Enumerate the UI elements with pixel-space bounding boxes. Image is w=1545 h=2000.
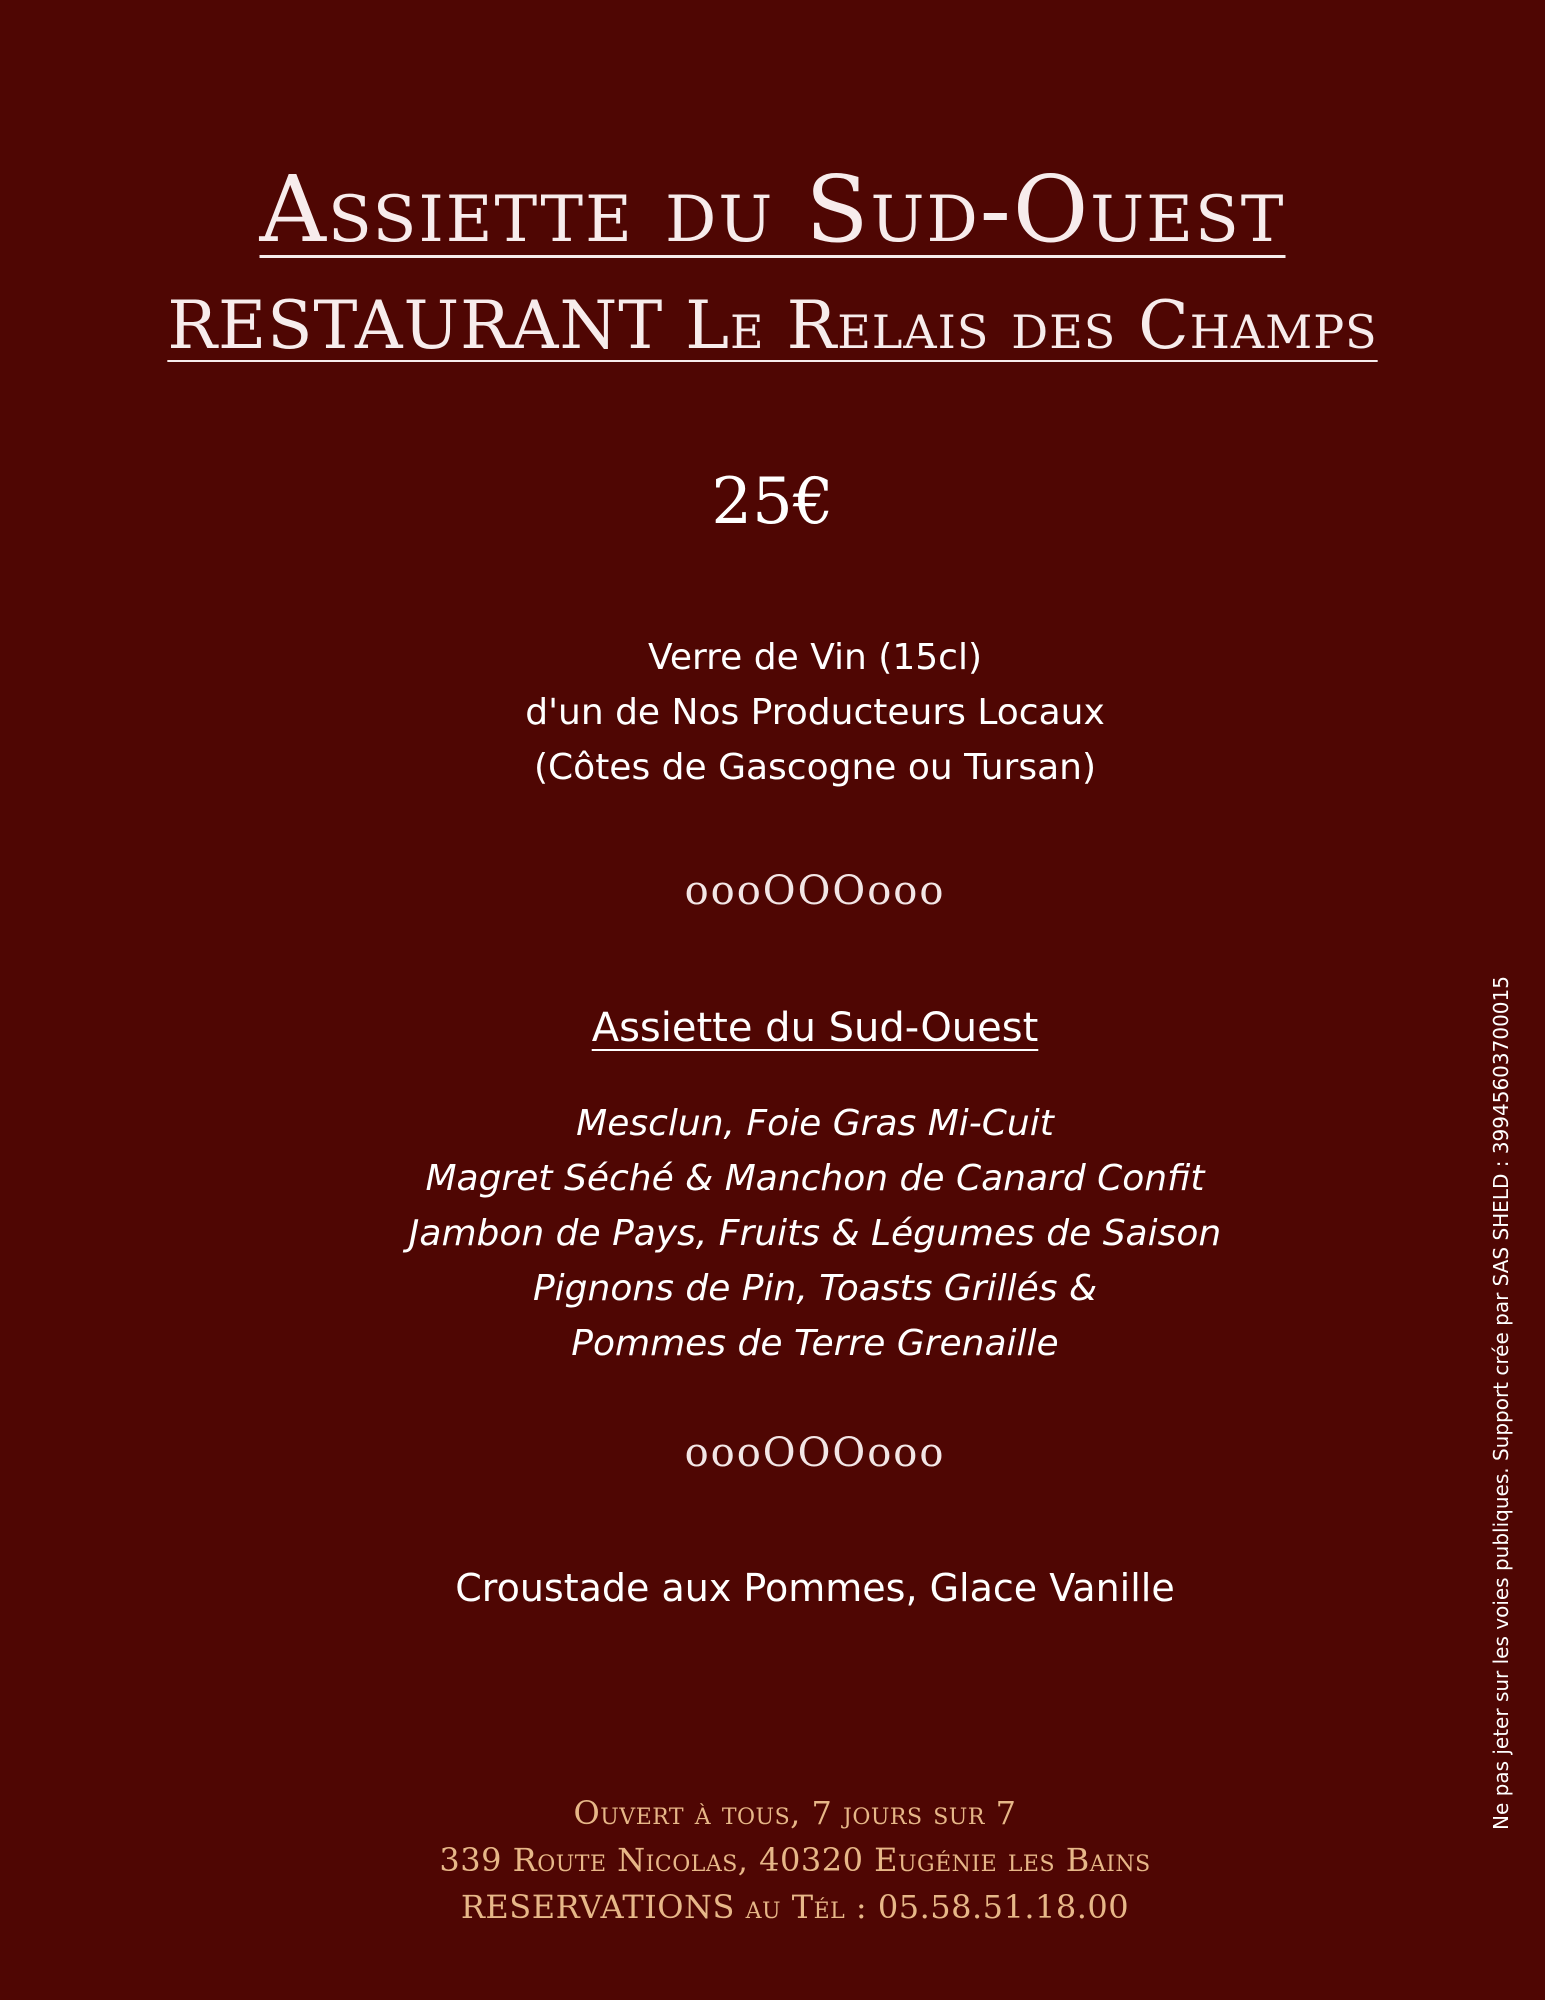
menu-price: 25€: [711, 465, 834, 539]
separator: oooOOOooo: [684, 1430, 946, 1476]
main-course-title: Assiette du Sud-Ouest: [591, 1005, 1039, 1051]
course-item: Jambon de Pays, Fruits & Légumes de Saison: [408, 1213, 1222, 1254]
main-course-items: [0, 1096, 1545, 1371]
footer-info: [0, 1790, 1545, 1931]
menu-title: Assiette du Sud-Ouest: [259, 156, 1286, 263]
opening-hours: Ouvert à tous, 7 jours sur 7: [573, 1794, 1017, 1832]
restaurant-name: RESTAURANT Le Relais des Champs: [167, 287, 1378, 364]
address: 339 Route Nicolas, 40320 Eugénie les Bains: [439, 1841, 1151, 1879]
wine-section: [0, 630, 1545, 795]
wine-line: (Côtes de Gascogne ou Tursan): [533, 747, 1096, 788]
wine-line: Verre de Vin (15cl): [648, 637, 982, 678]
reservation-phone: RESERVATIONS au Tél : 05.58.51.18.00: [460, 1888, 1130, 1926]
wine-line: d'un de Nos Producteurs Locaux: [525, 692, 1105, 733]
course-item: Magret Séché & Manchon de Canard Confit: [425, 1158, 1205, 1199]
course-item: Pommes de Terre Grenaille: [571, 1323, 1059, 1364]
course-item: Pignons de Pin, Toasts Grillés &: [532, 1268, 1098, 1309]
separator: oooOOOooo: [684, 868, 946, 914]
dessert: Croustade aux Pommes, Glace Vanille: [455, 1566, 1175, 1610]
course-item: Mesclun, Foie Gras Mi-Cuit: [576, 1103, 1054, 1144]
legal-side-note: [1490, 808, 1512, 1830]
legal-side-note-text: Ne pas jeter sur les voies publiques. Support crée par SAS SHELD : 39945603700015: [1489, 976, 1513, 1830]
